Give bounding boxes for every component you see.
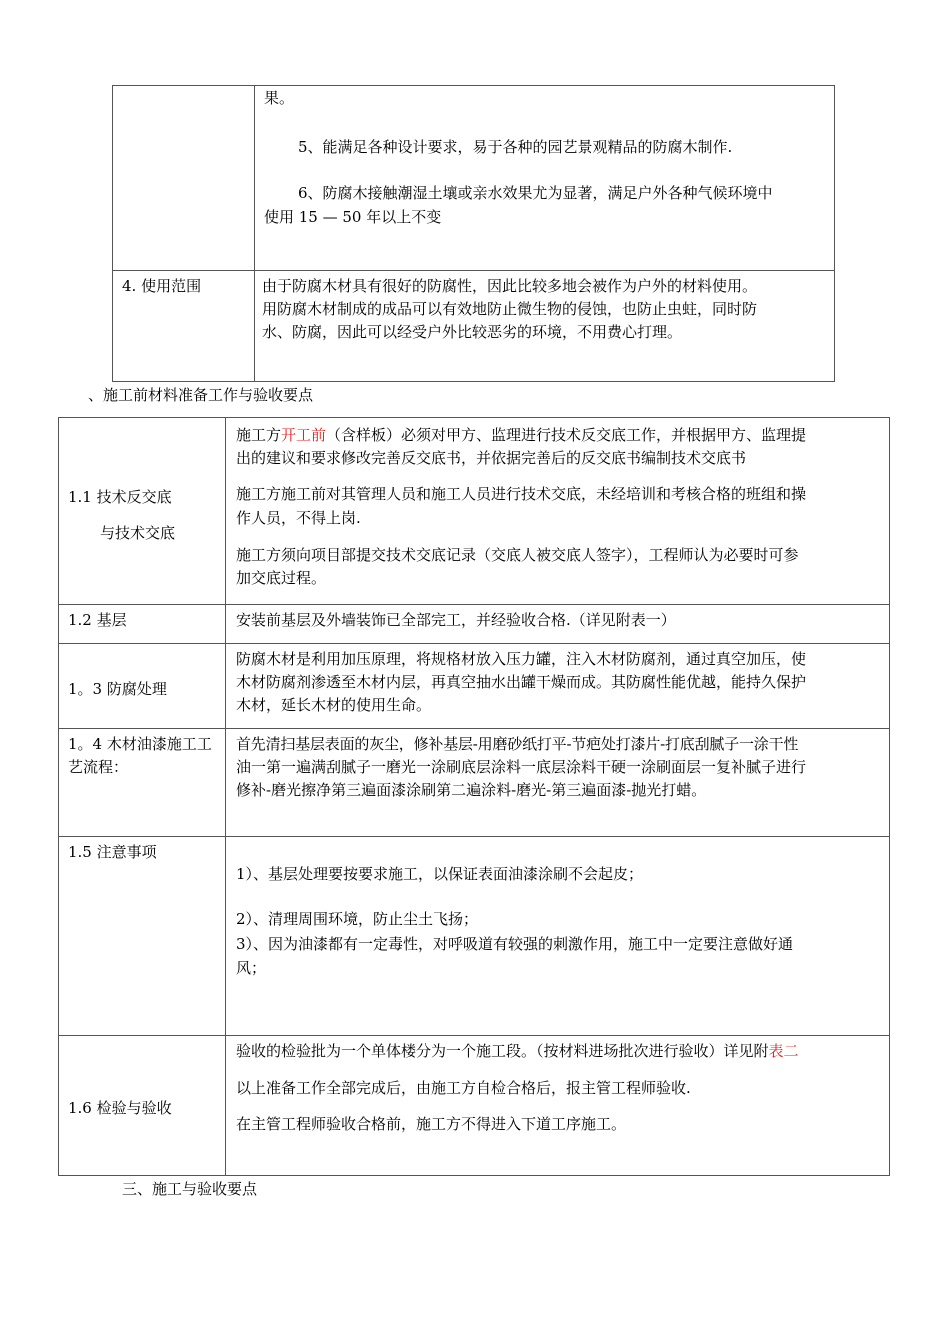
- base-layer-text: 安装前基层及外墙装饰已全部完工，并经验收合格.（详见附表一）: [236, 611, 676, 629]
- inspection-p3: 在主管工程师验收合格前，施工方不得进入下道工序施工。: [236, 1115, 627, 1133]
- painting-process-label-line-2: 艺流程：: [68, 758, 129, 776]
- tech-disclosure-label-line-2: 与技术交底: [100, 524, 176, 542]
- anticorrosion-line-2: 木材防腐剂渗透至木材内层，再真空抽水出罐干燥而成。其防腐性能优越，能持久保护: [236, 673, 807, 691]
- usage-scope-line-3: 水、防腐，因此可以经受户外比较恶劣的环境，不用费心打理。: [262, 323, 683, 341]
- table-1-column-divider: [254, 85, 255, 382]
- painting-process-line-2: 油一第一遍满刮腻子一磨光一涂刷底层涂料一底层涂料干硬一涂刷面层一复补腻子进行: [236, 758, 807, 776]
- anticorrosion-line-1: 防腐木材是利用加压原理，将规格材放入压力罐，注入木材防腐剂，通过真空加压，使: [236, 650, 807, 668]
- continued-text: 果。: [264, 89, 295, 107]
- notes-item-3-line-1: 3）、因为油漆都有一定毒性，对呼吸道有较强的刺激作用，施工中一定要注意做好通: [236, 935, 794, 953]
- tech-disclosure-p1-line-2: 出的建议和要求修改完善反交底书，并依据完善后的反交底书编制技术交底书: [236, 449, 747, 467]
- tech-disclosure-p3-line-2: 加交底过程。: [236, 569, 327, 587]
- table-2-row-divider-4: [58, 836, 890, 837]
- usage-scope-line-1: 由于防腐木材具有很好的防腐性，因此比较多地会被作为户外的材料使用。: [262, 277, 758, 295]
- inspection-p1-text: 验收的检验批为一个单体楼分为一个施工段。（按材料进场批次进行验收）详见附: [236, 1042, 769, 1060]
- notes-item-1: 1）、基层处理要按要求施工，以保证表面油漆涂刷不会起皮；: [236, 865, 644, 883]
- painting-process-line-1: 首先清扫基层表面的灰尘，修补基层-用磨砂纸打平-节疤处打漆片-打底刮腻子一涂干性: [236, 735, 799, 753]
- anticorrosion-label: 1。3 防腐处理: [68, 680, 167, 698]
- painting-process-line-3: 修补-磨光擦净第三遍面漆涂刷第二遍涂料-磨光-第三遍面漆-抛光打蜡。: [236, 781, 707, 799]
- notes-item-3-line-2: 风；: [236, 959, 267, 977]
- advantage-item-6-line-2: 使用 15 — 50 年以上不变: [264, 208, 442, 226]
- section-2-heading: 、施工前材料准备工作与验收要点: [88, 386, 314, 404]
- start-before-highlight: 开工前: [281, 426, 327, 444]
- advantage-item-6-line-1: 6、防腐木接触潮湿土壤或亲水效果尤为显著，满足户外各种气候环境中: [298, 184, 773, 202]
- anticorrosion-line-3: 木材，延长木材的使用生命。: [236, 696, 432, 714]
- inspection-p1: [236, 1039, 799, 1063]
- tech-disclosure-p1-line-1: [236, 423, 806, 447]
- tech-disclosure-p2-line-1: 施工方施工前对其管理人员和施工人员进行技术交底，未经培训和考核合格的班组和操: [236, 485, 807, 503]
- usage-scope-label: 4. 使用范围: [122, 277, 202, 295]
- tech-disclosure-p3-line-1: 施工方须向项目部提交技术交底记录（交底人被交底人签字），工程师认为必要时可参: [236, 546, 799, 564]
- notes-item-2: 2）、清理周围环境，防止尘土飞扬；: [236, 910, 479, 928]
- inspection-p2: 以上准备工作全部完成后，由施工方自检合格后，报主管工程师验收.: [236, 1079, 691, 1097]
- usage-scope-line-2: 用防腐木材制成的成品可以有效地防止微生物的侵蚀，也防止虫蛀，同时防: [262, 300, 758, 318]
- table-2-row-divider-5: [58, 1035, 890, 1036]
- notes-label: 1.5 注意事项: [68, 843, 157, 861]
- table-2-reference: 表二: [768, 1042, 799, 1060]
- tech-disclosure-label-line-1: 1.1 技术反交底: [68, 488, 172, 506]
- table-2-row-divider-1: [58, 604, 890, 605]
- table-2-row-divider-2: [58, 643, 890, 644]
- p1-prefix: 施工方: [236, 426, 282, 444]
- advantage-item-5: 5、能满足各种设计要求，易于各种的园艺景观精品的防腐木制作.: [298, 138, 733, 156]
- section-3-heading: 三、施工与验收要点: [122, 1180, 258, 1198]
- tech-disclosure-p2-line-2: 作人员，不得上岗.: [236, 509, 361, 527]
- table-2-row-divider-3: [58, 728, 890, 729]
- table-1-row-divider: [112, 270, 835, 271]
- base-layer-label: 1.2 基层: [68, 611, 127, 629]
- painting-process-label-line-1: 1。4 木材油漆施工工: [68, 735, 212, 753]
- inspection-label: 1.6 检验与验收: [68, 1099, 172, 1117]
- table-2-column-divider: [225, 417, 226, 1176]
- p1-rest: （含样板）必须对甲方、监理进行技术反交底工作，并根据甲方、监理提: [326, 426, 807, 444]
